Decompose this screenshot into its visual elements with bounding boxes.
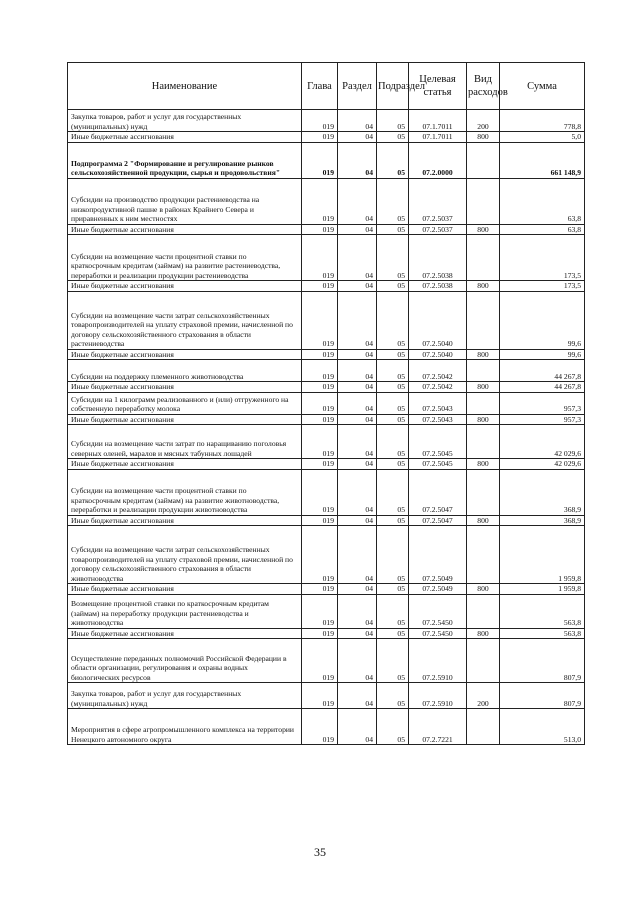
cell-name: Иные бюджетные ассигнования	[68, 132, 302, 143]
cell-target: 07.2.5038	[409, 235, 467, 281]
table-row	[68, 281, 585, 292]
cell-subsection: 05	[377, 414, 409, 425]
cell-subsection: 05	[377, 110, 409, 132]
cell-sum: 513,0	[500, 709, 585, 745]
header-kind: Вид расходов	[467, 63, 500, 110]
cell-sum: 44 267,8	[500, 360, 585, 382]
cell-section: 04	[338, 382, 377, 393]
cell-section: 04	[338, 628, 377, 639]
cell-subsection: 05	[377, 683, 409, 709]
cell-chapter: 019	[302, 628, 338, 639]
cell-kind: 800	[467, 414, 500, 425]
cell-sum: 661 148,9	[500, 142, 585, 178]
cell-subsection: 05	[377, 425, 409, 459]
cell-section: 04	[338, 360, 377, 382]
cell-name: Субсидии на поддержку племенного животноводства	[68, 360, 302, 382]
cell-chapter: 019	[302, 594, 338, 628]
cell-sum: 957,3	[500, 392, 585, 414]
cell-sum: 778,8	[500, 110, 585, 132]
cell-subsection: 05	[377, 526, 409, 584]
cell-kind: 200	[467, 683, 500, 709]
cell-sum: 807,9	[500, 639, 585, 683]
cell-subsection: 05	[377, 224, 409, 235]
cell-name: Субсидии на возмещение части процентной ставки по краткосрочным кредитам (займам) на развитие растениеводства, переработки и реализации продукции растениеводства	[68, 235, 302, 281]
table-row	[68, 584, 585, 595]
table-row	[68, 224, 585, 235]
cell-chapter: 019	[302, 291, 338, 349]
header-name: Наименование	[68, 63, 302, 110]
cell-kind: 800	[467, 382, 500, 393]
cell-section: 04	[338, 349, 377, 360]
table-row	[68, 178, 585, 224]
budget-table	[67, 62, 585, 745]
table-row	[68, 349, 585, 360]
cell-subsection: 05	[377, 469, 409, 515]
cell-target: 07.2.5040	[409, 349, 467, 360]
cell-chapter: 019	[302, 142, 338, 178]
cell-section: 04	[338, 594, 377, 628]
cell-subsection: 05	[377, 709, 409, 745]
cell-sum: 99,6	[500, 291, 585, 349]
cell-name: Иные бюджетные ассигнования	[68, 224, 302, 235]
cell-target: 07.2.5045	[409, 459, 467, 470]
table-row	[68, 425, 585, 459]
cell-target: 07.2.7221	[409, 709, 467, 745]
cell-kind	[467, 178, 500, 224]
cell-subsection: 05	[377, 594, 409, 628]
cell-kind	[467, 142, 500, 178]
cell-section: 04	[338, 459, 377, 470]
cell-section: 04	[338, 709, 377, 745]
cell-target: 07.2.5047	[409, 469, 467, 515]
cell-kind: 200	[467, 110, 500, 132]
cell-subsection: 05	[377, 281, 409, 292]
cell-target: 07.2.5037	[409, 178, 467, 224]
cell-target: 07.2.5040	[409, 291, 467, 349]
cell-kind	[467, 709, 500, 745]
cell-name: Иные бюджетные ассигнования	[68, 414, 302, 425]
cell-section: 04	[338, 178, 377, 224]
cell-name: Иные бюджетные ассигнования	[68, 628, 302, 639]
cell-chapter: 019	[302, 414, 338, 425]
cell-subsection: 05	[377, 349, 409, 360]
cell-section: 04	[338, 584, 377, 595]
cell-target: 07.2.5047	[409, 515, 467, 526]
cell-chapter: 019	[302, 382, 338, 393]
cell-section: 04	[338, 132, 377, 143]
cell-chapter: 019	[302, 349, 338, 360]
cell-kind: 800	[467, 281, 500, 292]
cell-sum: 99,6	[500, 349, 585, 360]
table-row	[68, 110, 585, 132]
cell-section: 04	[338, 291, 377, 349]
cell-name: Мероприятия в сфере агропромышленного комплекса на территории Ненецкого автономного округа	[68, 709, 302, 745]
cell-kind	[467, 526, 500, 584]
cell-sum: 44 267,8	[500, 382, 585, 393]
cell-subsection: 05	[377, 584, 409, 595]
cell-subsection: 05	[377, 142, 409, 178]
cell-chapter: 019	[302, 683, 338, 709]
table-row	[68, 291, 585, 349]
cell-subsection: 05	[377, 392, 409, 414]
cell-sum: 173,5	[500, 235, 585, 281]
cell-name: Субсидии на возмещение части процентной ставки по краткосрочным кредитам (займам) на развитие животноводства, переработки и реализации продукции животноводства	[68, 469, 302, 515]
header-sum: Сумма	[500, 63, 585, 110]
cell-target: 07.2.5910	[409, 683, 467, 709]
table-row	[68, 382, 585, 393]
cell-target: 07.2.5038	[409, 281, 467, 292]
cell-name: Закупка товаров, работ и услуг для государственных (муниципальных) нужд	[68, 110, 302, 132]
cell-name: Субсидии на возмещение части затрат сельскохозяйственных товаропроизводителей на уплату страховой премии, начисленной по договору сельскохозяйственного страхования в области растениеводства	[68, 291, 302, 349]
cell-kind	[467, 594, 500, 628]
cell-kind: 800	[467, 132, 500, 143]
table-row	[68, 142, 585, 178]
cell-kind	[467, 291, 500, 349]
cell-kind	[467, 425, 500, 459]
cell-name: Субсидии на возмещение части затрат сельскохозяйственных товаропроизводителей на уплату страховой премии, начисленной по договору сельскохозяйственного страхования в области животноводства	[68, 526, 302, 584]
table-row	[68, 459, 585, 470]
cell-chapter: 019	[302, 515, 338, 526]
cell-chapter: 019	[302, 469, 338, 515]
table-row	[68, 526, 585, 584]
cell-kind	[467, 360, 500, 382]
cell-name: Иные бюджетные ассигнования	[68, 349, 302, 360]
table-row	[68, 628, 585, 639]
cell-chapter: 019	[302, 132, 338, 143]
cell-chapter: 019	[302, 281, 338, 292]
cell-target: 07.2.5037	[409, 224, 467, 235]
table-row	[68, 235, 585, 281]
cell-kind	[467, 639, 500, 683]
table-row	[68, 414, 585, 425]
cell-sum: 563,8	[500, 628, 585, 639]
cell-subsection: 05	[377, 291, 409, 349]
cell-sum: 173,5	[500, 281, 585, 292]
cell-chapter: 019	[302, 178, 338, 224]
cell-section: 04	[338, 142, 377, 178]
cell-target: 07.2.5042	[409, 360, 467, 382]
header-subsection: Подраздел	[377, 63, 409, 110]
cell-sum: 368,9	[500, 469, 585, 515]
cell-name: Иные бюджетные ассигнования	[68, 584, 302, 595]
cell-sum: 42 029,6	[500, 459, 585, 470]
table-body	[68, 110, 585, 745]
cell-section: 04	[338, 639, 377, 683]
cell-kind: 800	[467, 224, 500, 235]
table-row	[68, 132, 585, 143]
cell-chapter: 019	[302, 235, 338, 281]
cell-kind: 800	[467, 459, 500, 470]
header-chapter: Глава	[302, 63, 338, 110]
cell-chapter: 019	[302, 360, 338, 382]
cell-subsection: 05	[377, 459, 409, 470]
cell-section: 04	[338, 526, 377, 584]
table-row	[68, 709, 585, 745]
cell-chapter: 019	[302, 224, 338, 235]
cell-sum: 563,8	[500, 594, 585, 628]
cell-target: 07.2.5043	[409, 414, 467, 425]
cell-chapter: 019	[302, 425, 338, 459]
table-row	[68, 639, 585, 683]
cell-chapter: 019	[302, 584, 338, 595]
cell-section: 04	[338, 392, 377, 414]
cell-sum: 5,0	[500, 132, 585, 143]
cell-section: 04	[338, 414, 377, 425]
cell-subsection: 05	[377, 382, 409, 393]
cell-target: 07.2.5043	[409, 392, 467, 414]
cell-chapter: 019	[302, 526, 338, 584]
cell-kind	[467, 392, 500, 414]
cell-subsection: 05	[377, 360, 409, 382]
cell-sum: 42 029,6	[500, 425, 585, 459]
cell-section: 04	[338, 110, 377, 132]
cell-subsection: 05	[377, 515, 409, 526]
cell-target: 07.1.7011	[409, 132, 467, 143]
cell-name: Подпрограмма 2 "Формирование и регулирование рынков сельскохозяйственной продукции, сырья и продовольствия"	[68, 142, 302, 178]
cell-kind	[467, 235, 500, 281]
cell-target: 07.2.5049	[409, 584, 467, 595]
cell-section: 04	[338, 683, 377, 709]
table-row	[68, 392, 585, 414]
cell-sum: 957,3	[500, 414, 585, 425]
table-row	[68, 515, 585, 526]
cell-name: Субсидии на 1 килограмм реализованного и (или) отгруженного на собственную переработку молока	[68, 392, 302, 414]
cell-target: 07.2.5049	[409, 526, 467, 584]
cell-kind: 800	[467, 584, 500, 595]
cell-section: 04	[338, 515, 377, 526]
cell-subsection: 05	[377, 235, 409, 281]
cell-target: 07.2.5045	[409, 425, 467, 459]
cell-target: 07.2.0000	[409, 142, 467, 178]
header-section: Раздел	[338, 63, 377, 110]
cell-name: Осуществление переданных полномочий Российской Федерации в области организации, регулирования и охраны водных биологических ресурсов	[68, 639, 302, 683]
cell-chapter: 019	[302, 709, 338, 745]
cell-subsection: 05	[377, 639, 409, 683]
cell-target: 07.1.7011	[409, 110, 467, 132]
cell-kind: 800	[467, 515, 500, 526]
cell-chapter: 019	[302, 459, 338, 470]
cell-sum: 807,9	[500, 683, 585, 709]
cell-chapter: 019	[302, 110, 338, 132]
cell-target: 07.2.5450	[409, 628, 467, 639]
table-row	[68, 360, 585, 382]
cell-sum: 1 959,8	[500, 526, 585, 584]
cell-name: Возмещение процентной ставки по краткосрочным кредитам (займам) на переработку продукции растениеводства и животноводства	[68, 594, 302, 628]
cell-section: 04	[338, 469, 377, 515]
cell-chapter: 019	[302, 639, 338, 683]
cell-name: Субсидии на производство продукции растениеводства на низкопродуктивной пашне в районах Крайнего Севера и приравненных к ним местностях	[68, 178, 302, 224]
header-target: Целевая статья	[409, 63, 467, 110]
cell-sum: 63,8	[500, 224, 585, 235]
page-number: 35	[314, 845, 326, 859]
cell-section: 04	[338, 281, 377, 292]
cell-target: 07.2.5450	[409, 594, 467, 628]
cell-kind: 800	[467, 628, 500, 639]
cell-section: 04	[338, 235, 377, 281]
cell-chapter: 019	[302, 392, 338, 414]
cell-target: 07.2.5910	[409, 639, 467, 683]
table-row	[68, 683, 585, 709]
table-row	[68, 594, 585, 628]
cell-kind: 800	[467, 349, 500, 360]
cell-name: Закупка товаров, работ и услуг для государственных (муниципальных) нужд	[68, 683, 302, 709]
table-row	[68, 469, 585, 515]
cell-section: 04	[338, 224, 377, 235]
cell-sum: 1 959,8	[500, 584, 585, 595]
cell-name: Иные бюджетные ассигнования	[68, 515, 302, 526]
cell-subsection: 05	[377, 628, 409, 639]
cell-kind	[467, 469, 500, 515]
cell-target: 07.2.5042	[409, 382, 467, 393]
cell-name: Иные бюджетные ассигнования	[68, 281, 302, 292]
table-header-row	[68, 63, 585, 110]
cell-section: 04	[338, 425, 377, 459]
cell-sum: 63,8	[500, 178, 585, 224]
cell-sum: 368,9	[500, 515, 585, 526]
cell-name: Иные бюджетные ассигнования	[68, 459, 302, 470]
cell-name: Субсидии на возмещение части затрат по наращиванию поголовья северных оленей, маралов и мясных табунных лошадей	[68, 425, 302, 459]
cell-subsection: 05	[377, 132, 409, 143]
cell-subsection: 05	[377, 178, 409, 224]
cell-name: Иные бюджетные ассигнования	[68, 382, 302, 393]
